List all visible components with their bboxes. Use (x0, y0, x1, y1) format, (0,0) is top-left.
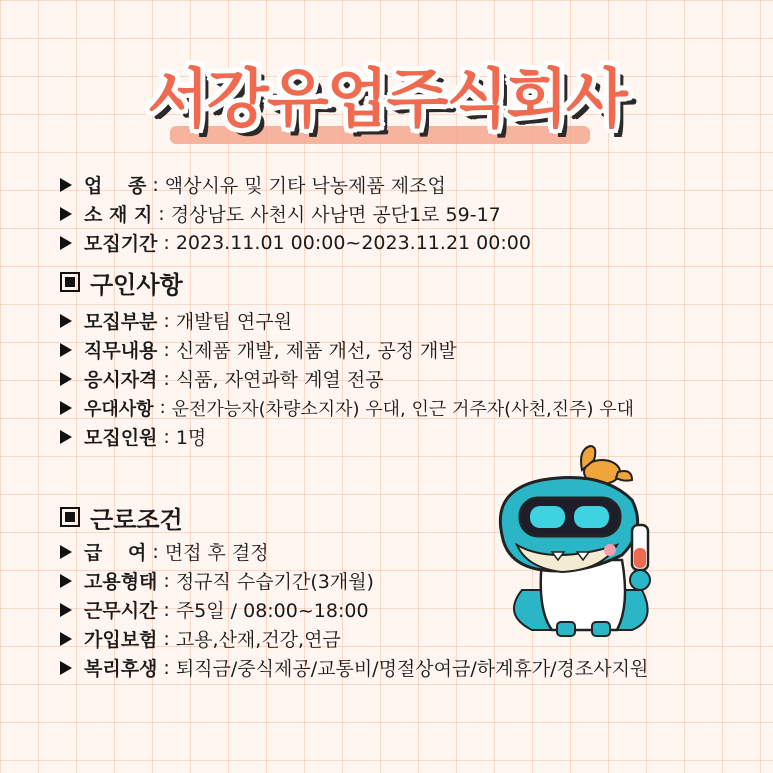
triangle-right-icon (60, 545, 72, 559)
item-value: 주5일 / 08:00~18:00 (175, 600, 369, 622)
triangle-right-icon (60, 661, 72, 675)
info-value: 경상남도 사천시 사남면 공단1로 59-17 (170, 204, 501, 226)
triangle-right-icon (60, 314, 72, 328)
info-key: 업 종 (84, 175, 147, 197)
item-key: 가입보험 (84, 629, 158, 651)
item-key: 고용형태 (84, 571, 158, 593)
triangle-right-icon (60, 401, 72, 415)
item-value: 면접 후 결정 (164, 542, 269, 564)
info-row-location: 소 재 지 : 경상남도 사천시 사남면 공단1로 59-17 (60, 199, 531, 228)
condition-item: 가입보험 : 고용,산재,건강,연금 (60, 624, 648, 653)
recruit-item: 응시자격 : 식품, 자연과학 계열 전공 (60, 364, 634, 393)
triangle-right-icon (60, 574, 72, 588)
info-value: 2023.11.01 00:00~2023.11.21 00:00 (175, 231, 531, 254)
dinosaur-scientist-mascot (482, 440, 682, 640)
title-area (0, 48, 773, 140)
item-value: 식품, 자연과학 계열 전공 (175, 369, 384, 391)
recruit-item: 직무내용 : 신제품 개발, 제품 개선, 공정 개발 (60, 335, 634, 364)
item-value: 개발팀 연구원 (175, 311, 292, 333)
triangle-right-icon (60, 430, 72, 444)
item-value: 1명 (175, 427, 207, 449)
item-key: 근무시간 (84, 600, 158, 622)
item-value: 정규직 수습기간(3개월) (175, 571, 374, 593)
condition-item: 고용형태 : 정규직 수습기간(3개월) (60, 566, 648, 595)
info-row-industry: 업 종 : 액상시유 및 기타 낙농제품 제조업 (60, 170, 531, 199)
info-value: 액상시유 및 기타 낙농제품 제조업 (164, 175, 446, 197)
item-key: 직무내용 (84, 340, 158, 362)
item-value: 운전가능자(차량소지자) 우대, 인근 거주자(사천,진주) 우대 (171, 398, 634, 420)
flask-icon (630, 525, 650, 590)
info-row-period: 모집기간 : 2023.11.01 00:00~2023.11.21 00:00 (60, 228, 531, 257)
item-value: 신제품 개발, 제품 개선, 공정 개발 (175, 340, 457, 362)
square-box-icon (60, 272, 80, 292)
recruit-item: 모집인원 : 1명 (60, 422, 634, 451)
section-title: 구인사항 (90, 270, 183, 299)
item-key: 모집부분 (84, 311, 158, 333)
recruit-heading (60, 262, 634, 302)
triangle-right-icon (60, 178, 72, 192)
item-key: 급 여 (84, 542, 147, 564)
item-key: 응시자격 (84, 369, 158, 391)
section-title: 근로조건 (90, 505, 183, 534)
condition-item: 복리후생 : 퇴직금/중식제공/교통비/명절상여금/하계휴가/경조사지원 (60, 653, 648, 682)
triangle-right-icon (60, 603, 72, 617)
recruit-item: 우대사항 : 운전가능자(차량소지자) 우대, 인근 거주자(사천,진주) 우대 (60, 393, 634, 422)
triangle-right-icon (60, 632, 72, 646)
recruit-item: 모집부분 : 개발팀 연구원 (60, 306, 634, 335)
square-box-icon (60, 507, 80, 527)
info-key: 모집기간 (84, 233, 158, 255)
condition-item: 근무시간 : 주5일 / 08:00~18:00 (60, 595, 648, 624)
recruit-section (60, 262, 634, 451)
company-info (60, 170, 531, 257)
condition-item: 급 여 : 면접 후 결정 (60, 537, 648, 566)
item-value: 퇴직금/중식제공/교통비/명절상여금/하계휴가/경조사지원 (175, 658, 649, 680)
triangle-right-icon (60, 236, 72, 250)
info-key: 소 재 지 (84, 204, 153, 226)
triangle-right-icon (60, 207, 72, 221)
page-title: 서강유업주식회사 (147, 63, 626, 137)
item-key: 복리후생 (84, 658, 158, 680)
item-key: 모집인원 (84, 427, 158, 449)
triangle-right-icon (60, 372, 72, 386)
triangle-right-icon (60, 343, 72, 357)
item-value: 고용,산재,건강,연금 (175, 629, 341, 651)
item-key: 우대사항 (84, 398, 154, 420)
